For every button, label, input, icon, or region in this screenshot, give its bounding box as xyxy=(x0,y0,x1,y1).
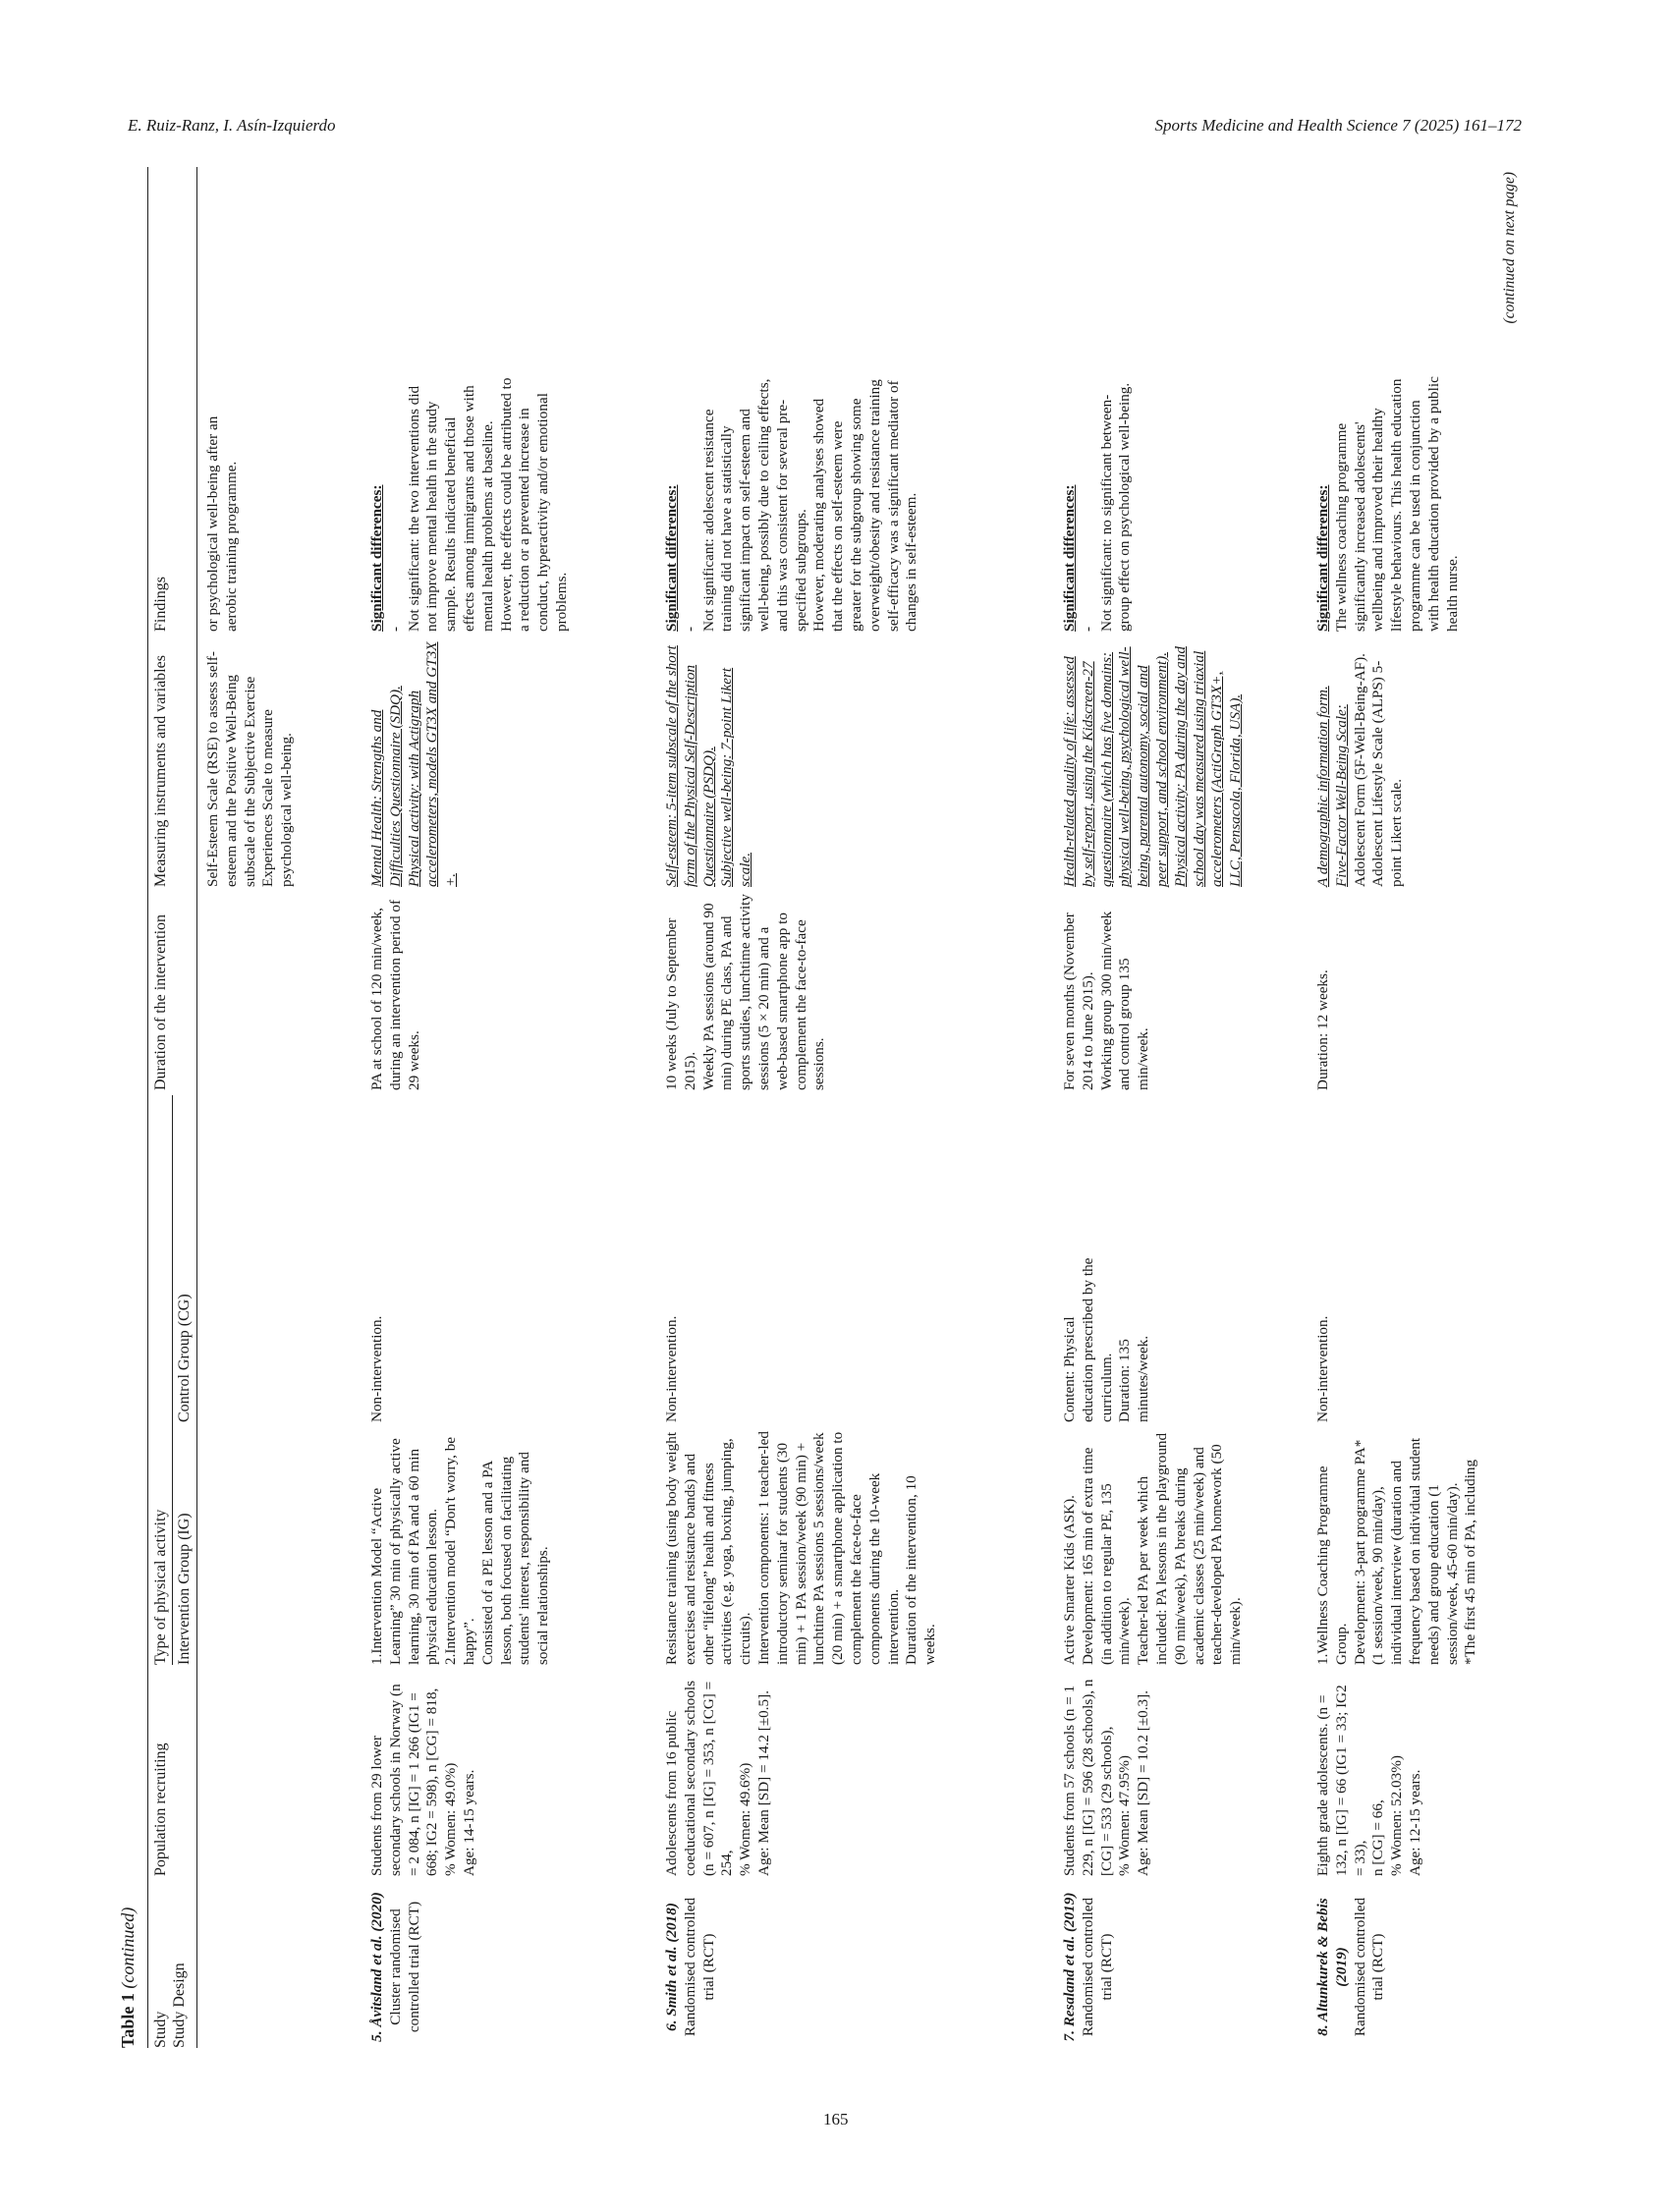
row8-instruments: A demographic information form. Five-Factor Well-Being Scale: Adolescent Form (5F-Well-Being-AF). Adolescent Lifestyle Scale (ALPS) 5-point Likert scale. xyxy=(1314,653,1406,887)
row7-instruments: Health-related quality of life: assessed by self-report, using the Kidscreen-27 questionnaire (which has five domains: physical well-being, psychological well-being, parental autonomy, social and peer support, and school environment). Physical activity: PA during the day and school day was measured using triaxial accelerometers (ActiGraph GT3X+, LLC, Pensacola, Florida, USA). xyxy=(1061,646,1245,887)
header-subrule xyxy=(172,1095,173,1665)
header-study: Study Study Design xyxy=(152,1963,188,2048)
row5-cg: Non-intervention. xyxy=(368,1315,385,1422)
table-title: Table 1 (continued) xyxy=(118,1907,138,2048)
row5-duration: PA at school of 120 min/week, during an intervention period of 29 weeks. xyxy=(368,899,422,1090)
row5-study: 5. Åvitsland et al. (2020) Cluster randomised controlled trial (RCT) xyxy=(368,1892,422,2042)
row7-findings: Significant differences: - Not significant: no significant between-group effect on psychological well-being. xyxy=(1061,382,1134,632)
header-bottom-rule xyxy=(196,167,197,2048)
row6-ig: Resistance training (using body weight exercises and resistance bands) and other “lifelong” health and fitness activities (e.g. yoga, boxing, jumping, circuits). Intervention components: 1 teacher-led introductory seminar for students (30 min) + 1 PA session/week (90 min) + lunchtime PA sessions 5 sessions/week (20 min) + a smartphone application to complement the face-to-face components during the 10-week intervention. Duration of the intervention, 10 weeks. xyxy=(663,1431,939,1665)
row6-duration: 10 weeks (July to September 2015). Weekly PA sessions (around 90 min) during PE class, PA and sports studies, lunchtime activity sessions (5 × 20 min) and a web-based smartphone app to complement the face-to-face sessions. xyxy=(663,894,828,1090)
row7-duration: For seven months (November 2014 to June 2015). Working group 300 min/week and control group 135 min/week. xyxy=(1061,911,1152,1090)
row5-ig: 1.Intervention Model “Active Learning” 30 min of physically active learning, 30 min of PA and a 60 min physical education lesson. 2.Intervention model “Don't worry, be happy”. Consisted of a PE lesson and a PA lesson, both focused on facilitating students' interest, responsibility and social relationships. xyxy=(368,1436,552,1665)
header-cg: Control Group (CG) xyxy=(176,1294,193,1422)
row8-ig: 1.Wellness Coaching Programme Group. Development: 3-part programme PA* (1 session/week, 90 min/day), individual interview (duration and frequency based on individual student needs) and group education (1 session/week, 45-60 min/day). *The first 45 min of PA, including xyxy=(1314,1437,1479,1665)
row8-duration: Duration: 12 weeks. xyxy=(1314,969,1331,1090)
continued-next-page: (continued on next page) xyxy=(1501,172,1518,324)
row7-study: 7. Resaland et al. (2019) Randomised controlled trial (RCT) xyxy=(1061,1892,1115,2042)
header-ig: Intervention Group (IG) xyxy=(176,1513,193,1665)
row7-ig: Active Smarter Kids (ASK). Development: 165 min of extra time (in addition to regular PE, 135 min/week). Teacher-led PA per week which included: PA lessons in the playground (90 min/week), PA breaks during academic classes (25 min/week) and teacher-developed PA homework (50 min/week). xyxy=(1061,1432,1245,1665)
rotated-table xyxy=(118,167,1542,2048)
row7-cg: Content: Physical education prescribed by the curriculum. Duration: 135 minutes/week. xyxy=(1061,1257,1152,1422)
fragment-instruments: Self-Esteem Scale (RSE) to assess self-esteem and the Positive Well-Being subscale of the Subjective Exercise Experiences Scale to measure psychological well-being. xyxy=(204,651,296,887)
row8-findings: Significant differences: The wellness coaching programme significantly increased adolescents' wellbeing and improved their healthy lifestyle behaviours. This health education programme can be used in conjunction with health education provided by a public health nurse. xyxy=(1314,376,1461,632)
row5-findings: Significant differences: - Not significant: the two interventions did not improve mental health in the study sample. Results indicated beneficial effects among immigrants and those with mental health problems at baseline. However, the effects could be attributed to a reduction or a prevented increase in conduct, hyperactivity and/or emotional problems. xyxy=(368,377,570,632)
header-pa-type: Type of physical activity xyxy=(152,1509,169,1665)
page-number: 165 xyxy=(823,2110,849,2129)
fragment-findings: or psychological well-being after an aerobic training programme. xyxy=(204,415,240,632)
row8-population: Eighth grade adolescents. (n = 132, n [IG] = 66 (IG1 = 33; IG2 = 33), n [CG] = 66, % Women: 52.03%) Age: 12-15 years. xyxy=(1314,1685,1423,1876)
running-head-authors: E. Ruiz-Ranz, I. Asín-Izquierdo xyxy=(128,116,336,135)
header-findings: Findings xyxy=(152,576,169,632)
row6-study: 6. Smith et al. (2018) Randomised controlled trial (RCT) xyxy=(663,1897,717,2037)
table-top-rule xyxy=(147,167,148,2048)
running-head-journal: Sports Medicine and Health Science 7 (2025) 161–172 xyxy=(1154,116,1522,135)
header-duration: Duration of the intervention xyxy=(152,913,169,1090)
row6-population: Adolescents from 16 public coeducational secondary schools (n = 607, n [IG] = 353, n [CG] = 254, % Women: 49.6%) Age: Mean [SD] = 14.2 [±0.5]. xyxy=(663,1680,772,1876)
row5-population: Students from 29 lower secondary schools in Norway (n = 2 084, n [IG] = 1 266 (IG1 = 668; IG2 = 598), n [CG] = 818, % Women: 49.0%) Age: 14-15 years. xyxy=(368,1684,477,1876)
row6-instruments: Self-esteem: 5-item subscale of the short form of the Physical Self-Description Questionnaire (PSDQ). Subjective well-being: 7-point Likert scale. xyxy=(663,645,754,887)
row6-cg: Non-intervention. xyxy=(663,1315,680,1422)
row6-findings: Significant differences: - Not significant: adolescent resistance training did not have a statistically significant impact on self-esteem and well-being, possibly due to ceiling effects, and this was consistent for several pre-specified subgroups. However, moderating analyses showed that the effects on self-esteem were greater for the subgroup showing some overweight/obesity and resistance training self-efficacy was a significant mediator of changes in self-esteem. xyxy=(663,378,920,632)
row7-population: Students from 57 schools (n = 1 229, n [IG] = 596 (28 schools), n [CG] = 533 (29 schools), % Women: 47.95%) Age: Mean [SD] = 10.2 [±0.3]. xyxy=(1061,1679,1152,1876)
header-instruments: Measuring instruments and variables xyxy=(152,655,169,887)
row8-study: 8. Altunkurek & Bebis (2019) Randomised controlled trial (RCT) xyxy=(1314,1897,1387,2037)
row8-cg: Non-intervention. xyxy=(1314,1315,1331,1422)
header-population: Population recruiting xyxy=(152,1742,169,1876)
row5-instruments: Mental Health: Strengths and Difficulties Questionnaire (SDQ). Physical activity: with Actigraph accelerometers, models GT3X and GT3X +. xyxy=(368,641,460,887)
